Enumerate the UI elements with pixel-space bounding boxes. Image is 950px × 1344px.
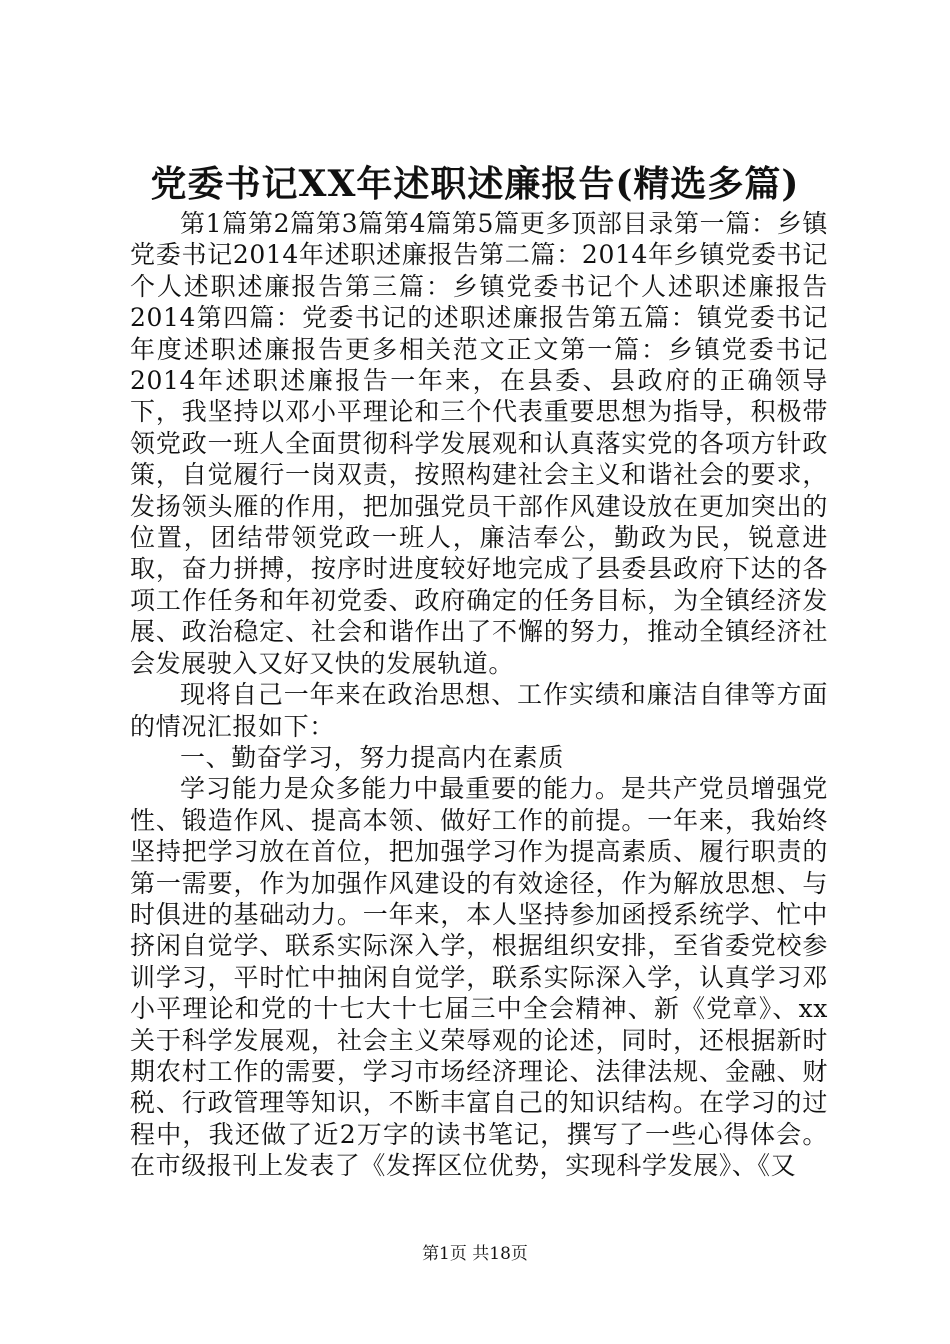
paragraph-intro: 第1篇第2篇第3篇第4篇第5篇更多顶部目录第一篇：乡镇党委书记2014年述职述廉报告第二篇：2014年乡镇党委书记个人述职述廉报告第三篇：乡镇党委书记个人述职述廉报告2014第四篇：党委书记的述职述廉报告第五篇：镇党委书记年度述职述廉报告更多相关范文正文第一篇：乡镇党委书记2014年述职述廉报告一年来，在县委、县政府的正确领导下，我坚持以邓小平理论和三个代表重要思想为指导，积极带领党政一班人全面贯彻科学发展观和认真落实党的各项方针政策，自觉履行一岗双责，按照构建社会主义和谐社会的要求，发扬领头雁的作用，把加强党员干部作风建设放在更加突出的位置，团结带领党政一班人，廉洁奉公，勤政为民，锐意进取，奋力拼搏，按序时进度较好地完成了县委县政府下达的各项工作任务和年初党委、政府确定的任务目标，为全镇经济发展、政治稳定、社会和谐作出了不懈的努力，推动全镇经济社会发展驶入又好又快的发展轨道。 [130,209,828,678]
page-footer: 第1页 共18页 [422,1244,528,1264]
paragraph-study: 学习能力是众多能力中最重要的能力。是共产党员增强党性、锻造作风、提高本领、做好工作的前提。一年来，我始终坚持把学习放在首位，把加强学习作为提高素质、履行职责的第一需要，作为加强作风建设的有效途径，作为解放思想、与时俱进的基础动力。一年来，本人坚持参加函授系统学、忙中挤闲自觉学、联系实际深入学，根据组织安排，至省委党校参训学习，平时忙中抽闲自觉学，联系实际深入学，认真学习邓小平理论和党的十七大十七届三中全会精神、新《党章》、xx关于科学发展观，社会主义荣辱观的论述，同时，还根据新时期农村工作的需要，学习市场经济理论、法律法规、金融、财税、行政管理等知识，不断丰富自己的知识结构。在学习的过程中，我还做了近2万字的读书笔记，撰写了一些心得体会。在市级报刊上发表了《发挥区位优势，实现科学发展》、《又 [130,774,828,1181]
paragraph-report-intro: 现将自己一年来在政治思想、工作实绩和廉洁自律等方面的情况汇报如下： [130,680,828,741]
section-heading-study: 一、勤奋学习，努力提高内在素质 [180,742,565,772]
document-body [130,208,828,1182]
document-title: 党委书记XX年述职述廉报告(精选多篇) [150,163,800,205]
